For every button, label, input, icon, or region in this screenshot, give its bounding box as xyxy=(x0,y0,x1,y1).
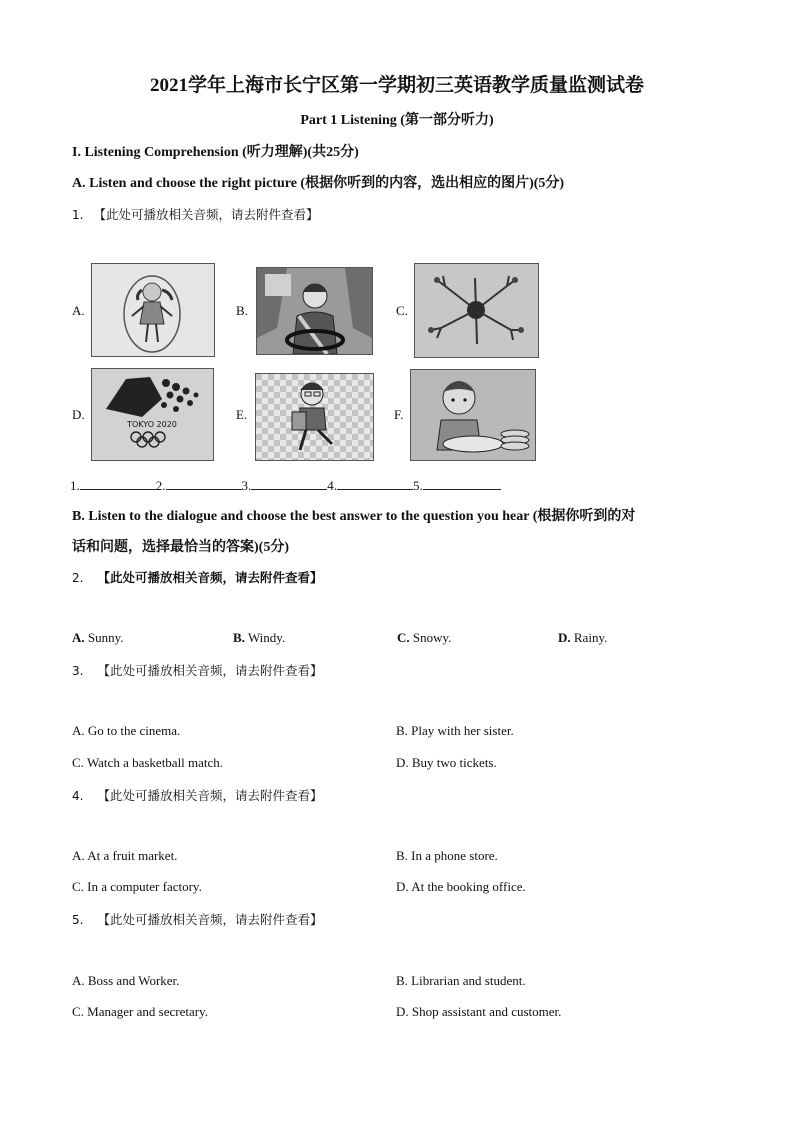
option-text: Boss and Worker. xyxy=(87,973,180,988)
option-4c[interactable] xyxy=(72,879,202,895)
section-heading: I. Listening Comprehension (听力理解)(共25分) xyxy=(72,145,359,160)
answer-blank-2[interactable] xyxy=(166,479,242,490)
part-subtitle: Part 1 Listening (第一部分听力) xyxy=(300,113,494,128)
option-text: At a fruit market. xyxy=(87,848,178,863)
blank-label-2: 2. xyxy=(155,478,166,493)
option-3c[interactable] xyxy=(72,755,223,771)
picture-label-f: F. xyxy=(394,407,404,422)
option-letter: D. xyxy=(396,755,409,770)
audio-note[interactable]: 【此处可播放相关音频，请去附件查看】 xyxy=(97,664,323,678)
option-3a[interactable] xyxy=(72,723,180,739)
option-text: At the booking office. xyxy=(411,879,526,894)
part-b-heading-line2: 话和问题，选择最恰当的答案)(5分) xyxy=(72,540,289,555)
option-5b[interactable] xyxy=(396,973,526,989)
option-letter: C. xyxy=(72,755,84,770)
option-4a[interactable] xyxy=(72,848,177,864)
answer-blank-4[interactable] xyxy=(337,479,413,490)
option-letter: B. xyxy=(396,723,408,738)
option-letter: A. xyxy=(72,848,85,863)
option-text: Librarian and student. xyxy=(411,973,526,988)
answer-blanks xyxy=(70,478,501,494)
answer-blank-3[interactable] xyxy=(251,479,327,490)
option-2b[interactable] xyxy=(233,630,285,646)
question-number: 5. xyxy=(72,913,84,927)
part-b-heading-line1: B. Listen to the dialogue and choose the best answer to the question you hear (根据你听到的对 xyxy=(72,509,636,524)
audio-note[interactable]: 【此处可播放相关音频，请去附件查看】 xyxy=(97,789,323,803)
option-letter: D. xyxy=(396,879,409,894)
tokyo-2020-logo-icon xyxy=(92,369,213,460)
option-letter: A. xyxy=(72,630,85,645)
option-text: Buy two tickets. xyxy=(411,755,497,770)
option-letter: B. xyxy=(233,630,245,645)
option-text: Watch a basketball match. xyxy=(86,755,224,770)
option-text: In a phone store. xyxy=(411,848,498,863)
question-4-row xyxy=(72,786,322,805)
question-number: 1. xyxy=(72,208,84,222)
option-letter: D. xyxy=(558,630,571,645)
virus-cell-icon xyxy=(415,264,538,357)
option-text: Windy. xyxy=(247,630,286,645)
boy-with-books-icon xyxy=(256,374,373,460)
exam-title: 2021学年上海市长宁区第一学期初三英语教学质量监测试卷 xyxy=(149,75,644,96)
question-3-row xyxy=(72,661,322,680)
picture-label-c: C. xyxy=(396,303,408,318)
option-text: Snowy. xyxy=(412,630,452,645)
option-4b[interactable] xyxy=(396,848,498,864)
option-letter: C. xyxy=(72,1004,84,1019)
audio-note[interactable]: 【此处可播放相关音频，请去附件查看】 xyxy=(93,208,319,222)
picture-f-girl-dishes[interactable] xyxy=(410,369,536,461)
option-5c[interactable] xyxy=(72,1004,208,1020)
option-5a[interactable] xyxy=(72,973,179,989)
option-text: Sunny. xyxy=(87,630,124,645)
option-2c[interactable] xyxy=(397,630,451,646)
option-letter: D. xyxy=(396,1004,409,1019)
option-text: In a computer factory. xyxy=(87,879,202,894)
blank-label-3: 3. xyxy=(241,478,252,493)
option-letter: A. xyxy=(72,723,85,738)
option-text: Play with her sister. xyxy=(411,723,514,738)
question-number: 3. xyxy=(72,664,84,678)
option-letter: B. xyxy=(396,973,408,988)
question-number: 2. xyxy=(72,571,84,585)
picture-a-girl-skipping-rope[interactable] xyxy=(91,263,215,357)
option-letter: C. xyxy=(72,879,84,894)
girl-washing-dishes-icon xyxy=(411,370,535,460)
option-text: Rainy. xyxy=(573,630,608,645)
question-1-row xyxy=(72,205,318,224)
man-driving-car-icon xyxy=(257,268,372,354)
tokyo-logo-text: TOKYO 2020 xyxy=(127,420,177,429)
picture-label-a: A. xyxy=(72,303,85,318)
option-letter: B. xyxy=(396,848,408,863)
audio-note[interactable]: 【此处可播放相关音频，请去附件查看】 xyxy=(97,571,323,585)
option-2d[interactable] xyxy=(558,630,607,646)
picture-label-d: D. xyxy=(72,407,85,422)
option-letter: C. xyxy=(397,630,410,645)
question-number: 4. xyxy=(72,789,84,803)
option-text: Shop assistant and customer. xyxy=(411,1004,562,1019)
blank-label-1: 1. xyxy=(70,478,80,493)
picture-label-e: E. xyxy=(236,407,248,422)
audio-note[interactable]: 【此处可播放相关音频，请去附件查看】 xyxy=(97,913,323,927)
question-2-row xyxy=(72,568,322,587)
picture-label-b: B. xyxy=(236,303,248,318)
option-5d[interactable] xyxy=(396,1004,561,1020)
answer-blank-5[interactable] xyxy=(423,479,501,490)
picture-b-man-driving[interactable] xyxy=(256,267,373,355)
option-3b[interactable] xyxy=(396,723,514,739)
blank-label-4: 4. xyxy=(327,478,337,493)
picture-c-virus[interactable] xyxy=(414,263,539,358)
option-4d[interactable] xyxy=(396,879,526,895)
picture-e-boy-books[interactable] xyxy=(255,373,374,461)
picture-d-tokyo-logo[interactable] xyxy=(91,368,214,461)
option-text: Manager and secretary. xyxy=(87,1004,208,1019)
option-letter: A. xyxy=(72,973,85,988)
answer-blank-1[interactable] xyxy=(80,479,156,490)
question-5-row xyxy=(72,910,322,929)
girl-skipping-rope-icon xyxy=(92,264,214,356)
option-3d[interactable] xyxy=(396,755,497,771)
option-2a[interactable] xyxy=(72,630,124,646)
blank-label-5: 5. xyxy=(413,478,423,493)
part-a-heading: A. Listen and choose the right picture (根据你听到的内容，选出相应的图片)(5分) xyxy=(72,176,565,191)
option-text: Go to the cinema. xyxy=(87,723,181,738)
